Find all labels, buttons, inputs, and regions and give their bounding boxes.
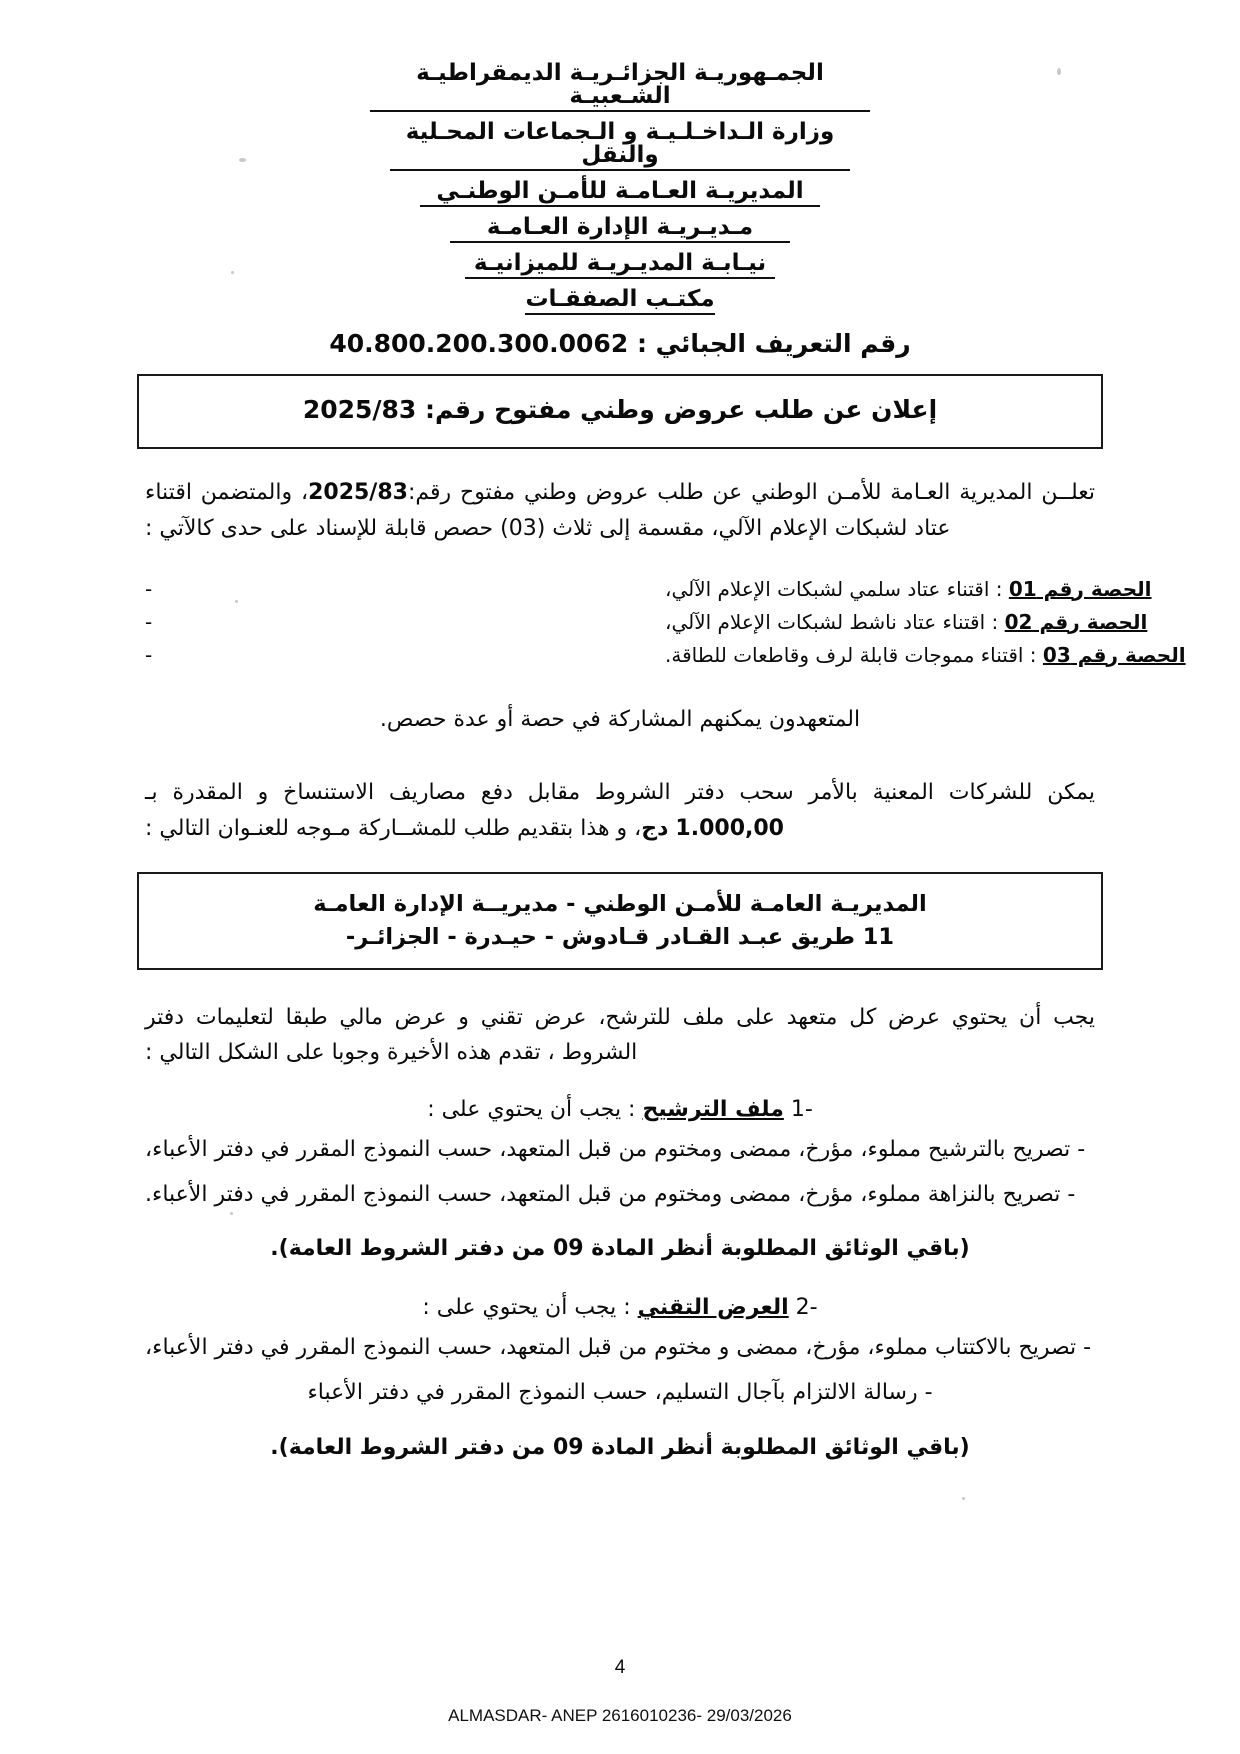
candidacy-note — [145, 1236, 1095, 1261]
letterhead-line-6 — [120, 288, 1120, 315]
intro-line-1-before: تعلــن المديرية العـامة للأمـن الوطني عن طلب عروض وطني مفتوح رقم: — [407, 480, 1095, 506]
lot-separator: : — [989, 576, 1009, 601]
letterhead — [120, 62, 1120, 315]
letterhead-text: الجمـهوريـة الجزائـريـة الديمقراطيـة الشـعبيـة — [370, 62, 870, 112]
lot-description: اقتناء مموجات قابلة لرف وقاطعات للطاقة. — [665, 642, 1024, 667]
withdrawal-amount: 1.000,00 — [675, 815, 784, 841]
lot-description: اقتناء عتاد ناشط لشبكات الإعلام الآلي، — [665, 609, 986, 634]
offer-structure-paragraph — [145, 1000, 1095, 1071]
letterhead-text: المديريـة العـامـة للأمـن الوطنـي — [420, 180, 820, 207]
note-article-number: 09 — [552, 1434, 584, 1460]
list-item — [145, 606, 1148, 639]
scan-speck — [962, 1497, 965, 1500]
lot-bullet: - — [145, 609, 153, 634]
lot-separator: : — [985, 609, 1005, 634]
withdrawal-suffix: ، و هذا بتقديم طلب للمشــاركة مـوجه للعنـوان التالي : — [145, 815, 642, 841]
lot-label: الحصة رقم 01 — [1008, 576, 1152, 601]
announcement-title: إعلان عن طلب عروض وطني مفتوح رقم: 2025/83 — [302, 395, 938, 424]
intro-paragraph — [145, 475, 1095, 546]
note-prefix: (باقي الوثائق المطلوبة أنظر المادة — [583, 1434, 970, 1460]
withdrawal-currency: دج — [641, 815, 669, 841]
section-heading-candidacy-file — [145, 1097, 1095, 1122]
letterhead-text: نيـابـة المديـريـة للميزانيـة — [465, 252, 775, 279]
letterhead-line-1 — [120, 62, 1120, 112]
section-title-suffix: : يجب أن يحتوي على : — [422, 1295, 638, 1321]
document-body-lower — [145, 1000, 1095, 1460]
withdrawal-paragraph — [145, 775, 1095, 846]
lots-list — [145, 573, 1186, 672]
tax-id-label: رقم التعريف الجبائي : — [636, 329, 911, 358]
address-box — [137, 872, 1103, 969]
intro-line-2: والمتضمن اقتناء عتاد لشبكات الإعلام الآلي، مقسمة إلى ثلاث (03) حصص قابلة للإسناد على حدى كالآتي : — [145, 480, 951, 541]
footer-reference: ALMASDAR- ANEP 2616010236- 29/03/2026 — [448, 1706, 792, 1725]
intro-line-1-after: ، — [300, 480, 309, 506]
letterhead-line-3 — [120, 180, 1120, 207]
note-prefix: (باقي الوثائق المطلوبة أنظر المادة — [583, 1236, 970, 1262]
lot-bullet: - — [145, 576, 153, 601]
participation-note: المتعهدون يمكنهم المشاركة في حصة أو عدة حصص. — [379, 706, 861, 732]
technical-note — [145, 1435, 1095, 1460]
withdrawal-prefix: بـ — [145, 780, 158, 806]
tax-identification-number — [120, 329, 1120, 358]
list-item — [145, 573, 1152, 606]
list-item — [145, 639, 1186, 672]
section-number: 1- — [790, 1096, 813, 1122]
withdrawal-line-1: يمكن للشركات المعنية بالأمر سحب دفتر الشروط مقابل دفع مصاريف الاستنساخ و المقدرة — [172, 780, 1095, 806]
section-heading-technical-offer — [145, 1295, 1095, 1320]
section-title: ملف الترشيح — [642, 1096, 784, 1122]
offer-structure-line-1: يجب أن يحتوي عرض كل متعهد على ملف للترشح، عرض تقني و عرض مالي طبقا لتعليمات — [195, 1004, 1095, 1030]
technical-item-2: - رسالة الالتزام بآجال التسليم، حسب النموذج المقرر في دفتر الأعباء — [307, 1380, 933, 1406]
section-heading-inner — [422, 1295, 817, 1320]
letterhead-text: مـديـريـة الإدارة العـامـة — [450, 216, 790, 243]
document-body — [145, 475, 1186, 846]
note-article-number: 09 — [552, 1236, 584, 1262]
page-number: 4 — [614, 1657, 626, 1678]
lot-entry — [665, 607, 1147, 638]
letterhead-line-5 — [120, 252, 1120, 279]
letterhead-line-4 — [120, 216, 1120, 243]
lot-bullet: - — [145, 642, 153, 667]
candidacy-item-1: - تصريح بالترشيح مملوء، مؤرخ، ممضى ومختوم من قبل المتعهد، حسب النموذج المقرر في دفتر الأعباء، — [145, 1136, 1086, 1162]
note-suffix: من دفتر الشروط العامة). — [270, 1236, 553, 1262]
technical-item-1: - تصريح بالاكتتاب مملوء، مؤرخ، ممضى و مختوم من قبل المتعهد، حسب النموذج المقرر في دفتر الأعباء، — [145, 1335, 1092, 1361]
lot-entry — [665, 640, 1186, 671]
section-number: 2- — [795, 1295, 818, 1321]
section-heading-inner — [427, 1097, 813, 1122]
intro-tender-number: 2025/83 — [308, 480, 408, 506]
lot-entry — [665, 574, 1152, 605]
lot-separator: : — [1023, 642, 1043, 667]
section-title: العرض التقني — [637, 1295, 789, 1321]
candidacy-item-2: - تصريح بالنزاهة مملوء، مؤرخ، ممضى ومختوم من قبل المتعهد، حسب النموذج المقرر في دفتر الأعباء. — [145, 1182, 1076, 1208]
offer-structure-line-2: دفتر الشروط ، تقدم هذه الأخيرة وجوبا على الشكل التالي : — [145, 1004, 638, 1066]
address-line-2: 11 طريق عبـد القـادر قـادوش - حيـدرة - الجزائـر- — [345, 924, 895, 950]
address-line-1: المديريـة العامـة للأمـن الوطني - مديريــة الإدارة العامـة — [313, 891, 927, 918]
letterhead-line-2 — [120, 121, 1120, 171]
announcement-title-box — [137, 374, 1103, 449]
lot-description: اقتناء عتاد سلمي لشبكات الإعلام الآلي، — [665, 576, 990, 601]
section-title-suffix: : يجب أن يحتوي على : — [427, 1096, 643, 1122]
tax-id-value: 40.800.200.300.0062 — [329, 329, 629, 358]
letterhead-text: مكتـب الصفقـات — [525, 288, 715, 315]
note-suffix: من دفتر الشروط العامة). — [270, 1434, 553, 1460]
letterhead-text: وزارة الـداخـلـيـة و الـجماعات المحـلية والنقل — [390, 121, 850, 171]
lot-label: الحصة رقم 03 — [1042, 642, 1186, 667]
lot-label: الحصة رقم 02 — [1004, 609, 1148, 634]
